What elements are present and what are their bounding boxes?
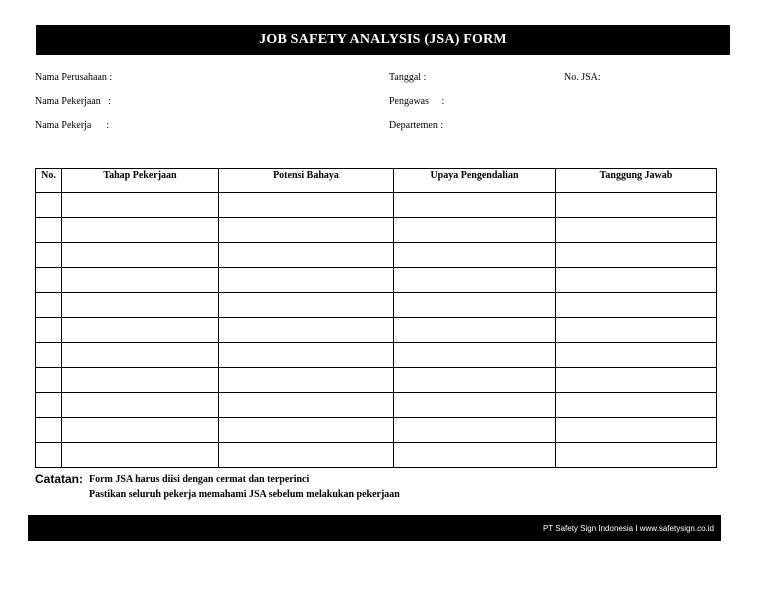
table-cell[interactable] (62, 393, 219, 418)
table-cell[interactable] (219, 293, 394, 318)
table-cell[interactable] (219, 343, 394, 368)
table-cell[interactable] (556, 343, 717, 368)
table-cell[interactable] (36, 443, 62, 468)
table-row (36, 418, 717, 443)
table-cell[interactable] (394, 318, 556, 343)
table-row (36, 243, 717, 268)
table-cell[interactable] (394, 418, 556, 443)
table-row (36, 443, 717, 468)
table-cell[interactable] (219, 193, 394, 218)
footer-bar (28, 515, 721, 541)
table-cell[interactable] (219, 268, 394, 293)
no-jsa-label: No. JSA: (564, 72, 601, 83)
table-cell[interactable] (556, 318, 717, 343)
table-cell[interactable] (394, 193, 556, 218)
table-cell[interactable] (394, 243, 556, 268)
table-cell[interactable] (219, 443, 394, 468)
table-cell[interactable] (36, 393, 62, 418)
footer-text: PT Safety Sign Indonesia I www.safetysign.co.id (542, 523, 714, 533)
form-title: JOB SAFETY ANALYSIS (JSA) FORM (36, 25, 730, 55)
table-cell[interactable] (394, 268, 556, 293)
table-cell[interactable] (556, 418, 717, 443)
table-body (36, 193, 717, 468)
table-cell[interactable] (394, 293, 556, 318)
table-cell[interactable] (394, 218, 556, 243)
table-cell[interactable] (556, 393, 717, 418)
table-cell[interactable] (219, 243, 394, 268)
table-cell[interactable] (36, 243, 62, 268)
tanggal-label: Tanggal : (389, 72, 427, 83)
table-row (36, 368, 717, 393)
table-cell[interactable] (62, 218, 219, 243)
table-row (36, 318, 717, 343)
table-cell[interactable] (62, 318, 219, 343)
table-row (36, 293, 717, 318)
note-line-2: Pastikan seluruh pekerja memahami JSA sebelum melakukan pekerjaan (89, 489, 400, 500)
note-line-1: Form JSA harus diisi dengan cermat dan terperinci (89, 474, 310, 485)
header-no: No. (36, 169, 62, 193)
table-cell[interactable] (36, 368, 62, 393)
nama-pekerja-label: Nama Pekerja : (35, 120, 110, 131)
table-cell[interactable] (36, 268, 62, 293)
table-cell[interactable] (394, 393, 556, 418)
table-row (36, 218, 717, 243)
departemen-label: Departemen : (389, 120, 444, 131)
table-cell[interactable] (62, 268, 219, 293)
table-row (36, 268, 717, 293)
table-cell[interactable] (219, 393, 394, 418)
table-row (36, 193, 717, 218)
table-cell[interactable] (36, 193, 62, 218)
table-cell[interactable] (62, 193, 219, 218)
table-cell[interactable] (62, 443, 219, 468)
table-cell[interactable] (394, 368, 556, 393)
table-cell[interactable] (394, 343, 556, 368)
catatan-label: Catatan: (35, 472, 84, 486)
table-cell[interactable] (36, 218, 62, 243)
table-row (36, 393, 717, 418)
table-cell[interactable] (62, 293, 219, 318)
table-cell[interactable] (36, 343, 62, 368)
table-cell[interactable] (556, 443, 717, 468)
header-tahap-pekerjaan: Tahap Pekerjaan (62, 169, 219, 193)
table-cell[interactable] (62, 418, 219, 443)
table-cell[interactable] (556, 218, 717, 243)
table-cell[interactable] (62, 243, 219, 268)
table-cell[interactable] (556, 268, 717, 293)
table-cell[interactable] (36, 293, 62, 318)
table-cell[interactable] (219, 368, 394, 393)
header-potensi-bahaya: Potensi Bahaya (219, 169, 394, 193)
table-cell[interactable] (556, 193, 717, 218)
pengawas-label: Pengawas : (389, 96, 445, 107)
table-cell[interactable] (556, 243, 717, 268)
nama-perusahaan-label: Nama Perusahaan : (35, 72, 113, 83)
table-cell[interactable] (36, 418, 62, 443)
table-cell[interactable] (219, 218, 394, 243)
table-cell[interactable] (219, 418, 394, 443)
nama-pekerjaan-label: Nama Pekerjaan : (35, 96, 112, 107)
header-tanggung-jawab: Tanggung Jawab (556, 169, 717, 193)
header-upaya-pengendalian: Upaya Pengendalian (394, 169, 556, 193)
table-cell[interactable] (219, 318, 394, 343)
table-cell[interactable] (556, 368, 717, 393)
table-cell[interactable] (62, 368, 219, 393)
table-row (36, 343, 717, 368)
table-cell[interactable] (556, 293, 717, 318)
table-cell[interactable] (36, 318, 62, 343)
table-cell[interactable] (62, 343, 219, 368)
table-cell[interactable] (394, 443, 556, 468)
table-header-row (36, 169, 717, 193)
jsa-table (35, 168, 717, 468)
